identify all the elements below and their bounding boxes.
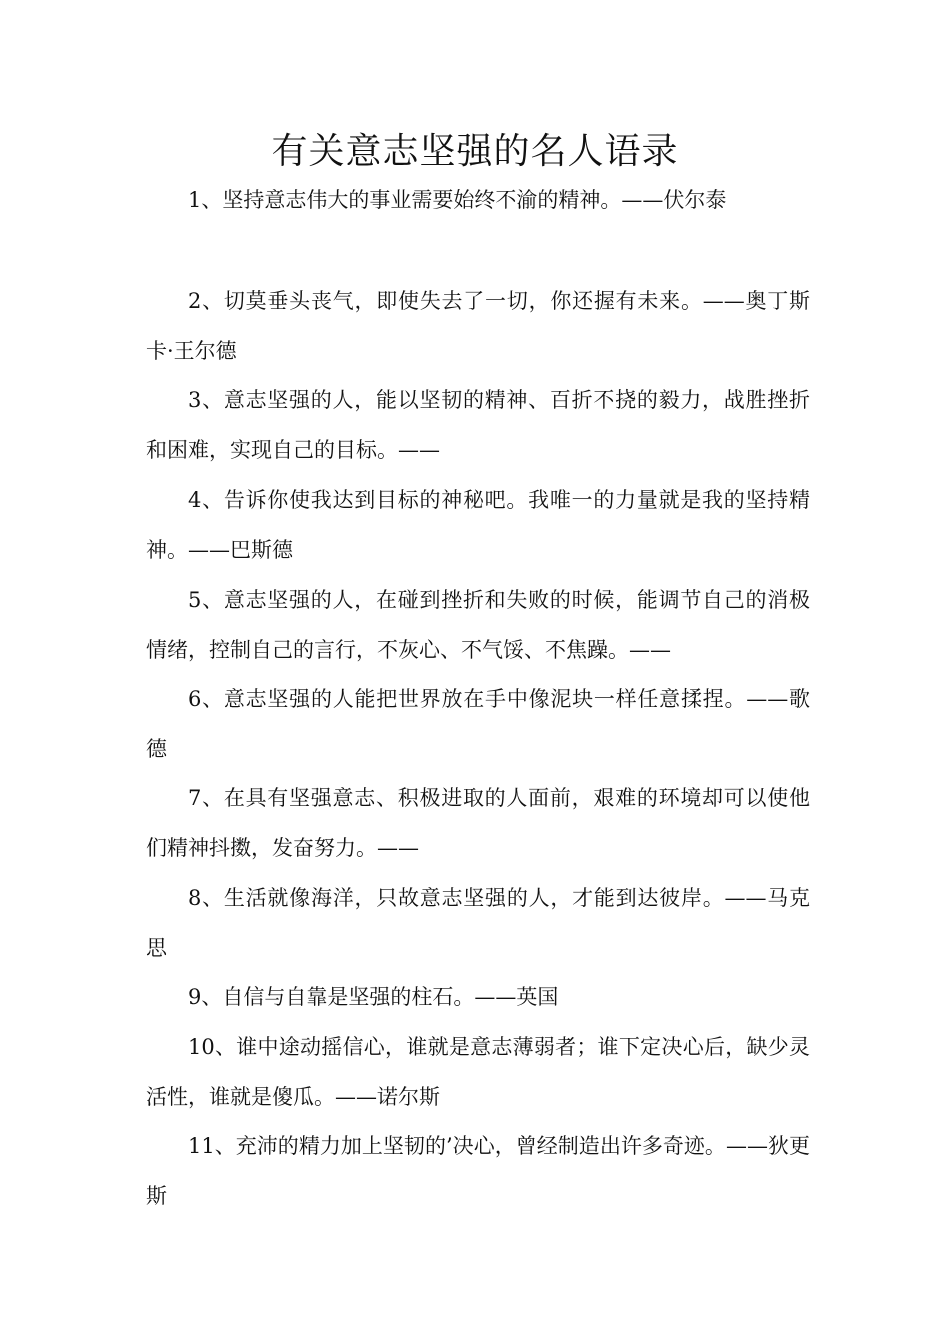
quote-2: 2、切莫垂头丧气，即使失去了一切，你还握有未来。——奥丁斯卡·王尔德 bbox=[146, 289, 810, 363]
quote-3: 3、意志坚强的人，能以坚韧的精神、百折不挠的毅力，战胜挫折和困难，实现自己的目标。—— bbox=[146, 388, 810, 462]
quote-9: 9、自信与自靠是坚强的柱石。——英国 bbox=[188, 985, 559, 1009]
quote-4: 4、告诉你使我达到目标的神秘吧。我唯一的力量就是我的坚持精神。——巴斯德 bbox=[146, 488, 810, 562]
document-title: 有关意志坚强的名人语录 bbox=[271, 131, 679, 172]
quote-11: 11、充沛的精力加上坚韧的’决心，曾经制造出许多奇迹。——狄更斯 bbox=[146, 1134, 810, 1208]
quote-7: 7、在具有坚强意志、积极进取的人面前，艰难的环境却可以使他们精神抖擞，发奋努力。—— bbox=[146, 786, 810, 860]
quote-1: 1、坚持意志伟大的事业需要始终不渝的精神。——伏尔泰 bbox=[188, 188, 727, 212]
quote-6: 6、意志坚强的人能把世界放在手中像泥块一样任意揉捏。——歌德 bbox=[146, 687, 810, 761]
quote-8: 8、生活就像海洋，只故意志坚强的人，才能到达彼岸。——马克思 bbox=[146, 886, 810, 960]
quote-5: 5、意志坚强的人，在碰到挫折和失败的时候，能调节自己的消极情绪，控制自己的言行，不灰心、不气馁、不焦躁。—— bbox=[146, 588, 810, 662]
quote-10: 10、谁中途动摇信心，谁就是意志薄弱者；谁下定决心后，缺少灵活性，谁就是傻瓜。——诺尔斯 bbox=[146, 1035, 810, 1109]
